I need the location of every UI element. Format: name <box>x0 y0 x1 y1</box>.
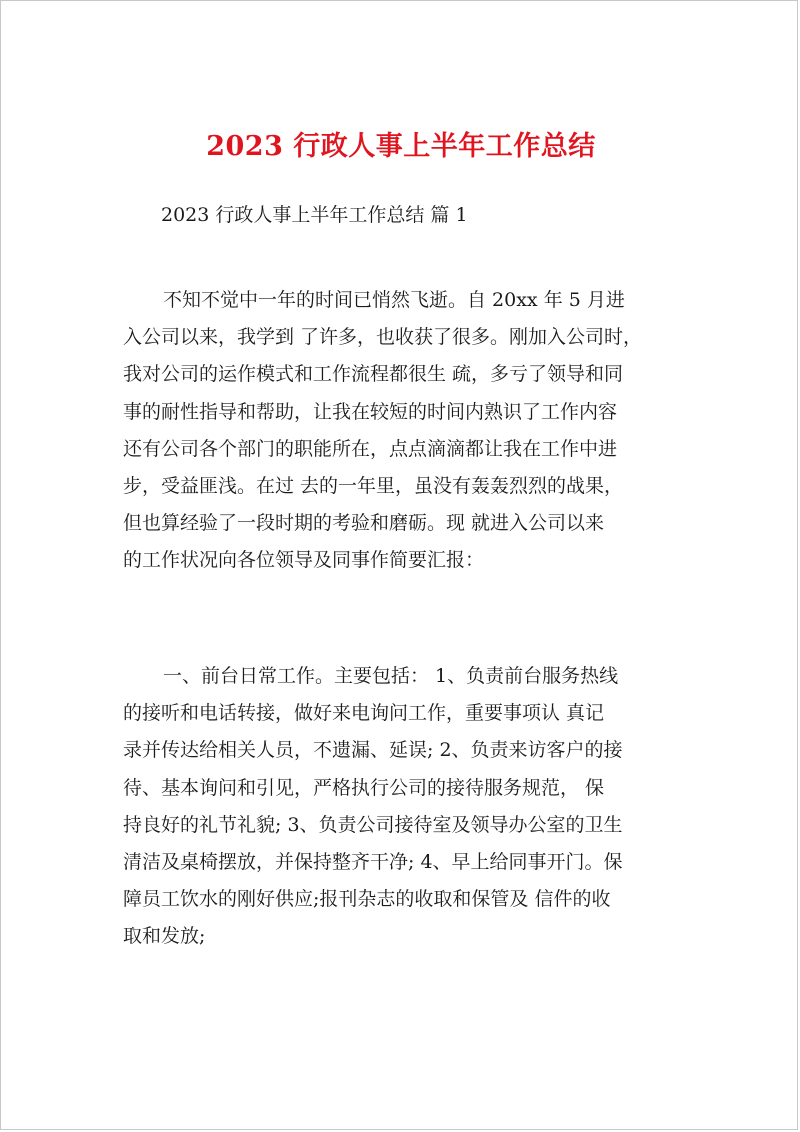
paragraph-line: 取和发放; <box>123 925 206 948</box>
paragraph-line: 的接听和电话转接，做好来电询问工作，重要事项认 真记 <box>123 702 605 725</box>
paragraph-line: 步，受益匪浅。在过 去的一年里，虽没有轰轰烈烈的战果， <box>123 474 624 497</box>
document-title: 2023 行政人事上半年工作总结 <box>206 131 596 162</box>
paragraph-intro <box>123 282 693 580</box>
paragraph-line: 事的耐性指导和帮助，让我在较短的时间内熟识了工作内容 <box>123 400 618 423</box>
paragraph-line: 待、基本询问和引见，严格执行公司的接待服务规范， 保 <box>123 776 605 799</box>
paragraph-line: 录并传达给相关人员，不遗漏、延误; 2、负责来访客户的接 <box>123 739 623 762</box>
paragraph-line: 入公司以来，我学到 了许多，也收获了很多。刚加入公司时， <box>123 326 643 349</box>
paragraph-line: 清洁及桌椅摆放，并保持整齐干净; 4、早上给同事开门。保 <box>123 850 623 873</box>
paragraph-line: 障员工饮水的刚好供应;报刊杂志的收取和保管及 信件的收 <box>123 888 611 911</box>
paragraph-line: 一、前台日常工作。主要包括： 1、负责前台服务热线 <box>163 665 619 687</box>
section-heading: 2023 行政人事上半年工作总结 篇 1 <box>161 204 468 226</box>
paragraph-line: 我对公司的运作模式和工作流程都很生 疏，多亏了领导和同 <box>123 363 624 386</box>
paragraph-line: 持良好的礼节礼貌; 3、负责公司接待室及领导办公室的卫生 <box>123 813 623 836</box>
paragraph-line: 的工作状况向各位领导及同事作简要汇报： <box>123 549 485 572</box>
paragraph-front-desk <box>123 658 693 956</box>
paragraph-line: 不知不觉中一年的时间已悄然飞逝。自 20xx 年 5 月进 <box>163 289 625 311</box>
paragraph-line: 还有公司各个部门的职能所在，点点滴滴都让我在工作中进 <box>123 437 618 460</box>
paragraph-line: 但也算经验了一段时期的考验和磨砺。现 就进入公司以来 <box>123 512 605 535</box>
